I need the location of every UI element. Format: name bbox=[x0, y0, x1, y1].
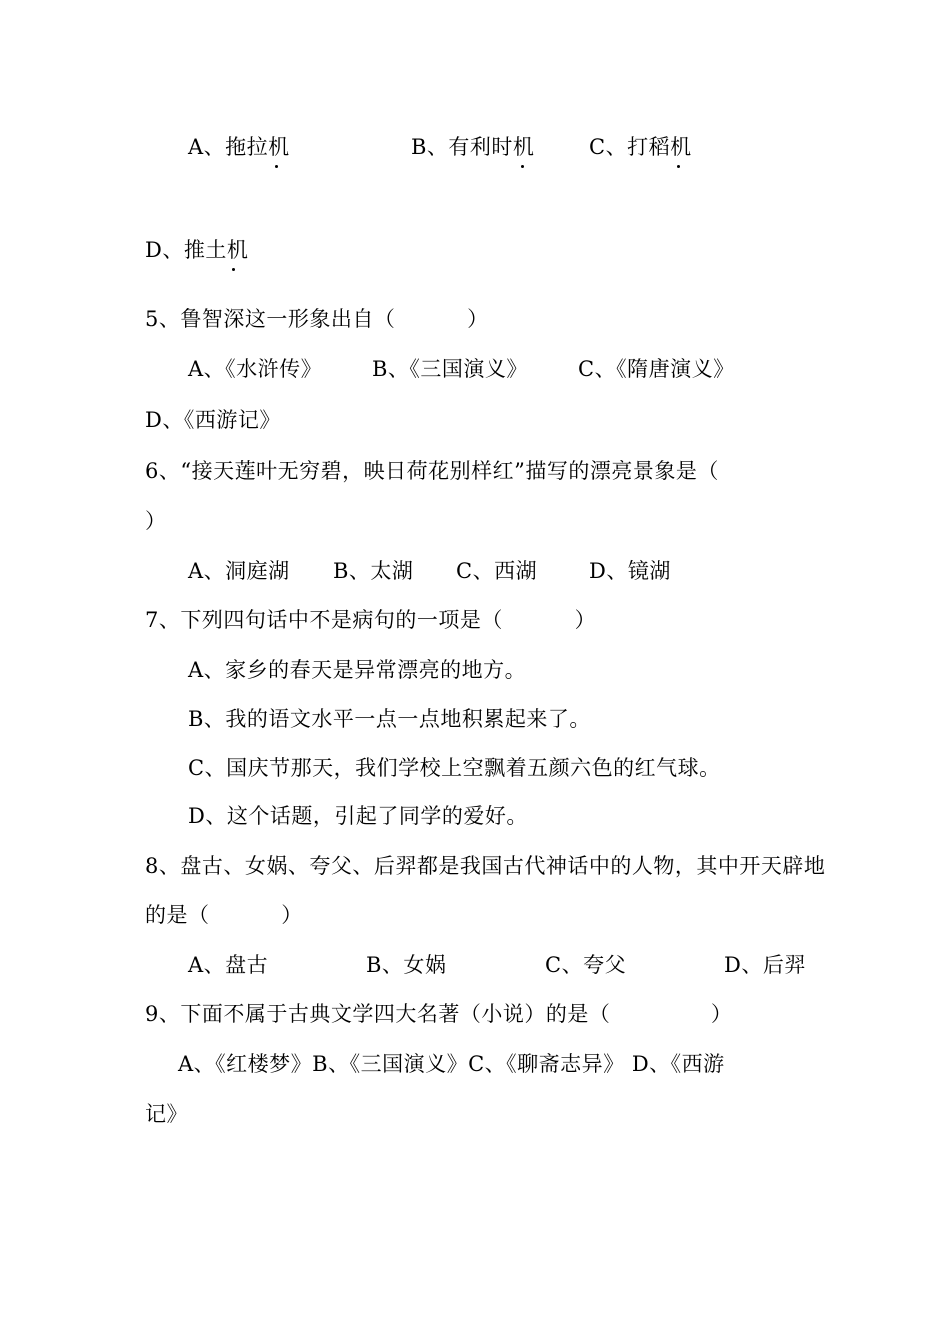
emphasis-dot bbox=[677, 165, 680, 168]
q6-option-a: A、洞庭湖 bbox=[188, 559, 290, 583]
q9-stem: 9、下面不属于古典文学四大名著（小说）的是（ ） bbox=[145, 1002, 733, 1026]
q5-stem: 5、鲁智深这一形象出自（ ） bbox=[145, 307, 489, 331]
q8-option-a: A、盘古 bbox=[188, 953, 269, 977]
q4-option-d: D、推土机 bbox=[145, 238, 249, 262]
q6-option-b: B、太湖 bbox=[333, 559, 414, 583]
emphasis-dot bbox=[275, 165, 278, 168]
q7-stem: 7、下列四句话中不是病句的一项是（ ） bbox=[145, 608, 597, 632]
q8-stem-line1: 8、盘古、女娲、夸父、后羿都是我国古代神话中的人物，其中开天辟地 bbox=[145, 854, 826, 878]
q7-option-a: A、家乡的春天是异常漂亮的地方。 bbox=[188, 658, 527, 682]
q6-stem-line1: 6、“接天莲叶无穷碧，映日荷花别样红”描写的漂亮景象是（ bbox=[145, 459, 719, 483]
q4-option-a: A、拖拉机 bbox=[188, 135, 290, 159]
q7-option-b: B、我的语文水平一点一点地积累起来了。 bbox=[188, 707, 591, 731]
q6-option-d: D、镜湖 bbox=[589, 559, 671, 583]
q9-options-line2: 记》 bbox=[145, 1102, 188, 1126]
emphasis-dot bbox=[232, 268, 235, 271]
q5-option-c: C、《隋唐演义》 bbox=[578, 357, 735, 381]
q8-option-b: B、女娲 bbox=[366, 953, 447, 977]
q8-stem-line2: 的是（ ） bbox=[145, 903, 303, 927]
q5-option-a: A、《水浒传》 bbox=[188, 357, 323, 381]
q7-option-c: C、国庆节那天，我们学校上空飘着五颜六色的红气球。 bbox=[188, 756, 721, 780]
q6-option-c: C、西湖 bbox=[456, 559, 538, 583]
q5-option-d: D、《西游记》 bbox=[145, 408, 281, 432]
q8-option-c: C、夸父 bbox=[545, 953, 627, 977]
q8-option-d: D、后羿 bbox=[724, 953, 806, 977]
q6-stem-line2: ） bbox=[145, 509, 167, 533]
q7-option-d: D、这个话题，引起了同学的爱好。 bbox=[188, 804, 528, 828]
emphasis-dot bbox=[521, 165, 524, 168]
q9-options-line1: A、《红楼梦》B、《三国演义》C、《聊斋志异》 D、《西游 bbox=[178, 1052, 725, 1076]
q5-option-b: B、《三国演义》 bbox=[372, 357, 528, 381]
q4-option-b: B、有利时机 bbox=[411, 135, 535, 159]
q4-option-c: C、打稻机 bbox=[589, 135, 692, 159]
